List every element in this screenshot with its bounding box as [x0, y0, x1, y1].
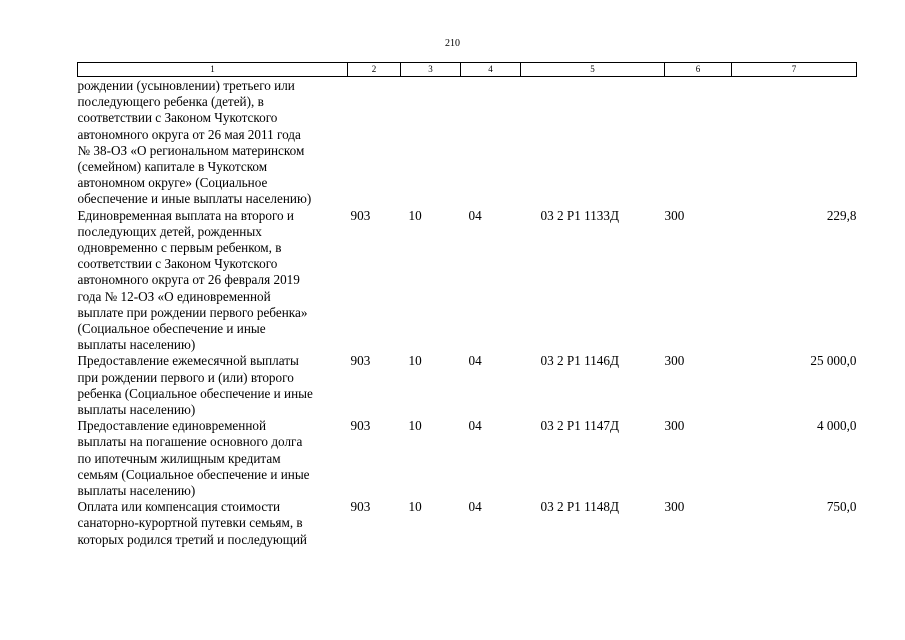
- budget-table: [77, 62, 857, 548]
- column-header-5: 5: [521, 63, 665, 77]
- row-name-line: Предоставление единовременной: [77, 418, 267, 434]
- target-article-cell: 03 2 Р1 1133Д: [540, 207, 619, 223]
- row-name-cell: [78, 208, 348, 354]
- page-number: 210: [445, 38, 460, 49]
- row-name-line: обеспечение и иные выплаты населению): [77, 191, 312, 207]
- row-name-line: выплаты на погашение основного долга: [77, 434, 303, 450]
- expense-type-cell: 300: [664, 499, 685, 515]
- row-name-cell: [78, 353, 348, 418]
- row-name-line: Оплата или компенсация стоимости: [77, 499, 281, 515]
- row-name-line: автономного округа от 26 мая 2011 года: [77, 126, 301, 142]
- row-name-line: (семейном) капитале в Чукотском: [77, 159, 268, 175]
- column-number-row: [78, 63, 857, 77]
- column-header-3: 3: [401, 63, 461, 77]
- row-name-cell: [78, 418, 348, 499]
- amount-cell: [732, 77, 857, 208]
- admin-code-cell: 903: [350, 499, 371, 515]
- row-name-line: (Социальное обеспечение и иные: [77, 321, 266, 337]
- amount-cell: 4 000,0: [816, 418, 857, 434]
- row-name-line: последующих детей, рожденных: [77, 223, 262, 239]
- subsection-code-cell: 04: [468, 353, 482, 369]
- row-name-line: автономном округе» (Социальное: [77, 175, 268, 191]
- target-article-cell: [521, 77, 665, 208]
- row-name-line: санаторно-курортной путевки семьям, в: [77, 515, 303, 531]
- row-name-line: одновременно с первым ребенком, в: [77, 240, 282, 256]
- amount-cell: 229,8: [826, 207, 857, 223]
- admin-code-cell: 903: [350, 207, 371, 223]
- row-name-line: Предоставление ежемесячной выплаты: [77, 353, 299, 369]
- section-code-cell: 10: [408, 353, 422, 369]
- column-header-2: 2: [348, 63, 401, 77]
- admin-code-cell: 903: [350, 418, 371, 434]
- row-name-line: семьям (Социальное обеспечение и иные: [77, 466, 310, 482]
- row-name-line: Единовременная выплата на второго и: [77, 207, 294, 223]
- row-name-line: № 38-ОЗ «О региональном материнском: [77, 142, 305, 158]
- section-code-cell: 10: [408, 207, 422, 223]
- section-code-cell: [401, 77, 461, 208]
- admin-code-cell: 903: [350, 353, 371, 369]
- row-name-line: соответствии с Законом Чукотского: [77, 256, 278, 272]
- table-row: [78, 418, 857, 499]
- subsection-code-cell: [461, 77, 521, 208]
- expense-type-cell: [665, 77, 732, 208]
- target-article-cell: 03 2 Р1 1147Д: [540, 418, 619, 434]
- row-name-line: рождении (усыновлении) третьего или: [77, 78, 295, 93]
- expense-type-cell: 300: [664, 207, 685, 223]
- amount-cell: 750,0: [826, 499, 857, 515]
- row-name-cell: [78, 77, 348, 208]
- target-article-cell: 03 2 Р1 1146Д: [540, 353, 619, 369]
- expense-type-cell: 300: [664, 418, 685, 434]
- expense-type-cell: 300: [664, 353, 685, 369]
- table-row: [78, 208, 857, 354]
- column-header-6: 6: [665, 63, 732, 77]
- row-name-line: автономного округа от 26 февраля 2019: [77, 272, 300, 288]
- row-name-line: последующего ребенка (детей), в: [77, 94, 264, 110]
- section-code-cell: 10: [408, 499, 422, 515]
- column-header-7: 7: [732, 63, 857, 77]
- target-article-cell: 03 2 Р1 1148Д: [540, 499, 619, 515]
- subsection-code-cell: 04: [468, 207, 482, 223]
- table-row: [78, 353, 857, 418]
- subsection-code-cell: 04: [468, 499, 482, 515]
- row-name-line: ребенка (Социальное обеспечение и иные: [77, 385, 313, 401]
- row-name-line: по ипотечным жилищным кредитам: [77, 450, 281, 466]
- row-name-line: которых родился третий и последующий: [77, 531, 307, 547]
- row-name-line: выплате при рождении первого ребенка»: [77, 304, 308, 320]
- table-row: [78, 499, 857, 548]
- row-name-cell: [78, 499, 348, 548]
- section-code-cell: 10: [408, 418, 422, 434]
- row-name-line: выплаты населению): [77, 483, 196, 499]
- column-header-4: 4: [461, 63, 521, 77]
- amount-cell: 25 000,0: [810, 353, 857, 369]
- subsection-code-cell: 04: [468, 418, 482, 434]
- row-name-line: выплаты населению): [77, 402, 196, 418]
- row-name-line: года № 12-ОЗ «О единовременной: [77, 288, 271, 304]
- table-row: [78, 77, 857, 208]
- admin-code-cell: [348, 77, 401, 208]
- row-name-line: выплаты населению): [77, 337, 196, 353]
- row-name-line: соответствии с Законом Чукотского: [77, 110, 278, 126]
- row-name-line: при рождении первого и (или) второго: [77, 369, 294, 385]
- column-header-1: 1: [78, 63, 348, 77]
